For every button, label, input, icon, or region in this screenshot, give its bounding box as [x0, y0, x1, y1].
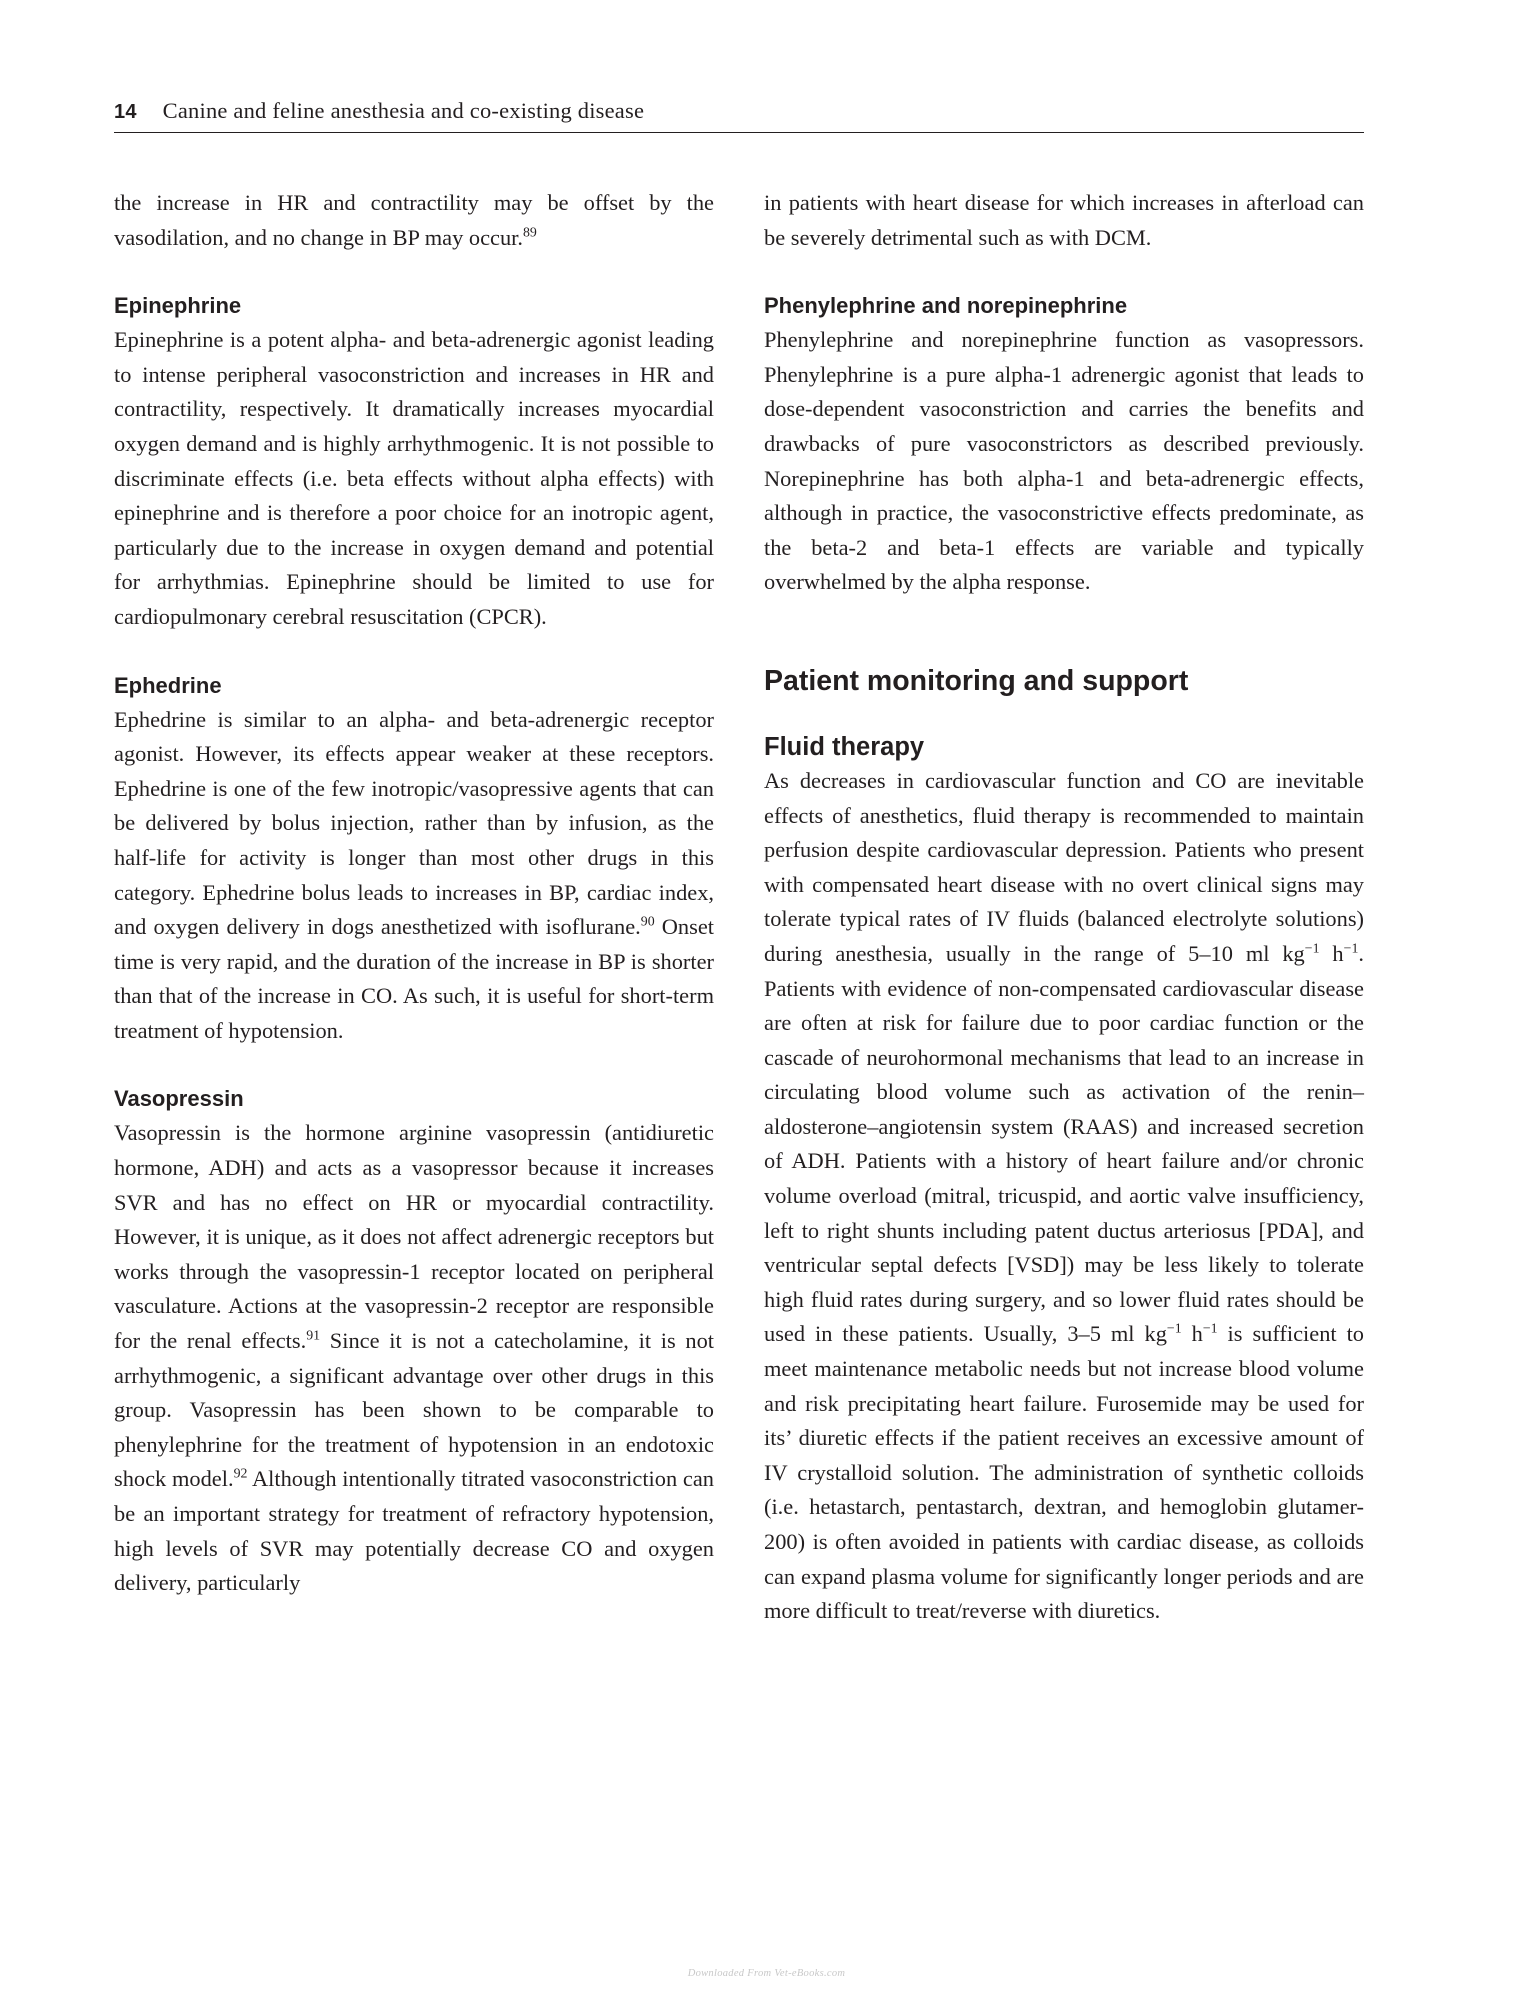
phenylephrine-heading: Phenylephrine and norepinephrine — [764, 293, 1128, 319]
continued-paragraph: in patients with heart disease for which increases in afterload can be severely detrimental such as with DCM. — [764, 190, 1364, 250]
reference-91: 91 — [306, 1328, 321, 1344]
page-number: 14 — [114, 101, 137, 123]
running-header — [114, 96, 1364, 127]
reference-90: 90 — [640, 914, 655, 930]
epinephrine-heading: Epinephrine — [114, 293, 242, 319]
left-column — [114, 186, 714, 1601]
vasopressin-heading: Vasopressin — [114, 1086, 244, 1112]
epinephrine-paragraph: Epinephrine is a potent alpha- and beta-adrenergic agonist leading to intense peripheral vasoconstriction and increases in HR and contractility, respectively. It dramatically increases myocardial oxygen demand and is highly arrhythmogenic. It is not possible to discriminate effects (i.e. beta effects without alpha effects) with epinephrine and is therefore a poor choice for an inotropic agent, particularly due to the increase in oxygen demand and potential for arrhythmias. Epinephrine should be limited to use for cardiopulmonary cerebral resuscitation (CPCR). — [114, 327, 714, 629]
vasopressin-paragraph: Vasopressin is the hormone arginine vasopressin (antidiuretic hormone, ADH) and acts as a vasopressor because it increases SVR and has no effect on HR or myocardial contractility. However, it is unique, as it does not affect adrenergic receptors but works through the vasopressin-1 receptor located on peripheral vasculature. Actions at the vasopressin-2 receptor are responsible for the renal effects.$^{91}$ Since it is not a catecholamine, it is not arrhythmogenic, a significant advantage over other drugs in this group. Vasopressin has been shown to be comparable to phenylephrine for the treatment of hypotension in an endotoxic shock model.$^{92}$ Although intentionally titrated vasoconstriction can be an important strategy for treatment of refractory hypotension, high levels of SVR may potentially decrease CO and oxygen delivery, particularly — [114, 1120, 715, 1596]
fluid-therapy-paragraph: As decreases in cardiovascular function and CO are inevitable effects of anesthetics, fluid therapy is recommended to maintain perfusion despite cardiovascular depression. Patients who present with compensated heart disease with no overt clinical signs may tolerate typical rates of IV fluids (balanced electrolyte solutions) during anesthesia, usually in the range of 5–10 ml $kg^{-1}$ $h^{-1}$. Patients with evidence of non-compensated cardiovascular disease are often at risk for failure due to poor cardiac function or the cascade of neurohormonal mechanisms that lead to an increase in circulating blood volume such as activation of the renin–aldosterone–angiotensin system (RAAS) and increased secretion of ADH. Patients with a history of heart failure and/or chronic volume overload (mitral, tricuspid, and aortic valve insufficiency, left to right shunts including patent ductus arteriosus [PDA], and ventricular septal defects [VSD]) may be less likely to tolerate high fluid rates during surgery, and so lower fluid rates should be used in these patients. Usually, 3–5 ml $kg^{-1}$ $h^{-1}$ is sufficient to meet maintenance metabolic needs but not increase blood volume and risk precipitating heart failure. Furosemide may be used for its’ diuretic effects if the patient receives an excessive amount of IV crystalloid solution. The administration of synthetic colloids (i.e. hetastarch, pentastarch, dextran, and hemoglobin glutamer-200) is often avoided in patients with cardiac disease, as colloids can expand plasma volume for significantly longer periods and are more difficult to treat/reverse with diuretics. — [764, 767, 1364, 1624]
right-column — [764, 186, 1364, 1629]
phenylephrine-paragraph: Phenylephrine and norepinephrine function as vasopressors. Phenylephrine is a pure alpha-1 adrenergic agonist that leads to dose-dependent vasoconstriction and carries the benefits and drawbacks of pure vasoconstrictors as described previously. Norepinephrine has both alpha-1 and beta-adrenergic effects, although in practice, the vasoconstrictive effects predominate, as the beta-2 and beta-1 effects are variable and typically overwhelmed by the alpha response. — [764, 327, 1364, 595]
ephedrine-heading: Ephedrine — [114, 672, 222, 698]
fluid-therapy-heading: Fluid therapy — [764, 732, 925, 761]
section-heading-patient-monitoring: Patient monitoring and support — [764, 664, 1189, 697]
ephedrine-paragraph: Ephedrine is similar to an alpha- and beta-adrenergic receptor agonist. However, its effects appear weaker at these receptors. Ephedrine is one of the few inotropic/vasopressive agents that can be delivered by bolus injection, rather than by infusion, as the half-life for activity is longer than most other drugs in this category. Ephedrine bolus leads to increases in BP, cardiac index, and oxygen delivery in dogs anesthetized with isoflurane.$^{90}$ Onset time is very rapid, and the duration of the increase in BP is shorter than that of the increase in CO. As such, it is useful for short-term treatment of hypotension. — [114, 706, 714, 1043]
reference-92: 92 — [233, 1467, 248, 1483]
header-rule — [114, 132, 1364, 133]
intro-continued-paragraph: the increase in HR and contractility may be offset by the vasodilation, and no change in BP may occur.$^{89}$ — [114, 190, 714, 250]
reference-89: 89 — [522, 225, 537, 241]
footer-watermark: Downloaded From Vet-eBooks.com — [687, 1968, 846, 1979]
running-title: Canine and feline anesthesia and co-existing disease — [162, 98, 645, 123]
